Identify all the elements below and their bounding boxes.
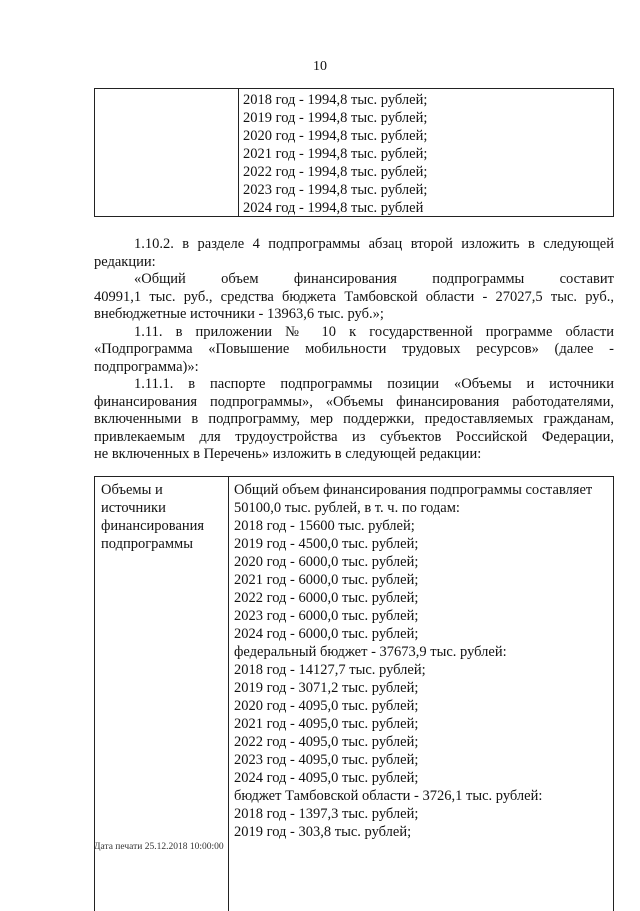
top-table-right-cell — [243, 91, 427, 217]
table-label-line: подпрограммы — [101, 536, 193, 552]
table-label-line: источники — [101, 500, 166, 516]
table-line: 2019 год - 1994,8 тыс. рублей; — [243, 110, 428, 126]
table-line: 2019 год - 303,8 тыс. рублей; — [234, 824, 412, 840]
table-line: 2018 год - 15600 тыс. рублей; — [234, 518, 415, 534]
text-line: 1.11.1. в паспорте подпрограммы позиции «Объемы и источники — [134, 376, 614, 392]
table-line: 2022 год - 6000,0 тыс. рублей; — [234, 590, 419, 606]
table-label-cell — [101, 481, 225, 553]
table-line: 2022 год - 4095,0 тыс. рублей; — [234, 734, 419, 750]
paragraph-1-11-1 — [94, 376, 614, 464]
table-line: 2018 год - 1994,8 тыс. рублей; — [243, 92, 428, 108]
table-line: 2018 год - 14127,7 тыс. рублей; — [234, 662, 426, 678]
table-line: 2018 год - 1397,3 тыс. рублей; — [234, 806, 419, 822]
print-date: Дата печати 25.12.2018 10:00:00 — [94, 842, 224, 852]
table-line: 2020 год - 6000,0 тыс. рублей; — [234, 554, 419, 570]
table-value-cell — [234, 481, 610, 841]
page-number: 10 — [313, 59, 327, 74]
table-line: бюджет Тамбовской области - 3726,1 тыс. рублей: — [234, 788, 543, 804]
table-line: 2020 год - 1994,8 тыс. рублей; — [243, 128, 428, 144]
table-line: 2019 год - 4500,0 тыс. рублей; — [234, 536, 419, 552]
table-line: 2023 год - 1994,8 тыс. рублей; — [243, 182, 428, 198]
table-line: 2024 год - 4095,0 тыс. рублей; — [234, 770, 419, 786]
table-column-divider — [228, 477, 229, 911]
text-line: 40991,1 тыс. руб., средства бюджета Тамбовской области - 27027,5 тыс. руб., — [94, 288, 614, 305]
table-line: 2024 год - 6000,0 тыс. рублей; — [234, 626, 419, 642]
table-line: 2023 год - 4095,0 тыс. рублей; — [234, 752, 419, 768]
text-line: привлекаемым для трудоустройства из субъектов Российской Федерации, — [94, 428, 614, 445]
table-line: 2021 год - 4095,0 тыс. рублей; — [234, 716, 419, 732]
text-line: не включенных в Перечень» изложить в следующей редакции: — [94, 446, 482, 462]
text-line: включенными в подпрограмму, мер поддержки, предоставляемых гражданам, — [94, 411, 614, 427]
table-label-line: Объемы и — [101, 482, 163, 498]
table-line: 2021 год - 6000,0 тыс. рублей; — [234, 572, 419, 588]
table-line: 50100,0 тыс. рублей, в т. ч. по годам: — [234, 500, 460, 516]
table-line: Общий объем финансирования подпрограммы составляет — [234, 482, 593, 498]
text-line: 1.11. в приложении № 10 к государственной программе области — [134, 323, 614, 340]
top-financing-table — [94, 88, 614, 217]
text-line: финансирования подпрограммы», «Объемы финансирования работодателями, — [94, 393, 614, 410]
table-line: 2023 год - 6000,0 тыс. рублей; — [234, 608, 419, 624]
paragraph-quote — [94, 271, 614, 324]
body-text — [94, 236, 614, 464]
table-line: 2024 год - 1994,8 тыс. рублей — [243, 200, 424, 216]
text-line: внебюджетные источники - 13963,6 тыс. руб.»; — [94, 306, 384, 322]
table-line: 2019 год - 3071,2 тыс. рублей; — [234, 680, 419, 696]
table-line: 2021 год - 1994,8 тыс. рублей; — [243, 146, 428, 162]
text-line: редакции: — [94, 253, 156, 270]
paragraph-1-10-2 — [94, 236, 614, 271]
table-line: 2020 год - 4095,0 тыс. рублей; — [234, 698, 419, 714]
paragraph-1-11 — [94, 324, 614, 377]
text-line: «Подпрограмма «Повышение мобильности трудовых ресурсов» (далее - — [94, 341, 614, 357]
text-line: «Общий объем финансирования подпрограммы составит — [134, 271, 614, 287]
table-line: федеральный бюджет - 37673,9 тыс. рублей: — [234, 644, 507, 660]
text-line: 1.10.2. в разделе 4 подпрограммы абзац второй изложить в следующей — [134, 236, 614, 252]
text-line: подпрограмма)»: — [94, 358, 199, 375]
table-label-line: финансирования — [101, 518, 205, 534]
table-line: 2022 год - 1994,8 тыс. рублей; — [243, 164, 428, 180]
table-column-divider — [238, 89, 239, 216]
